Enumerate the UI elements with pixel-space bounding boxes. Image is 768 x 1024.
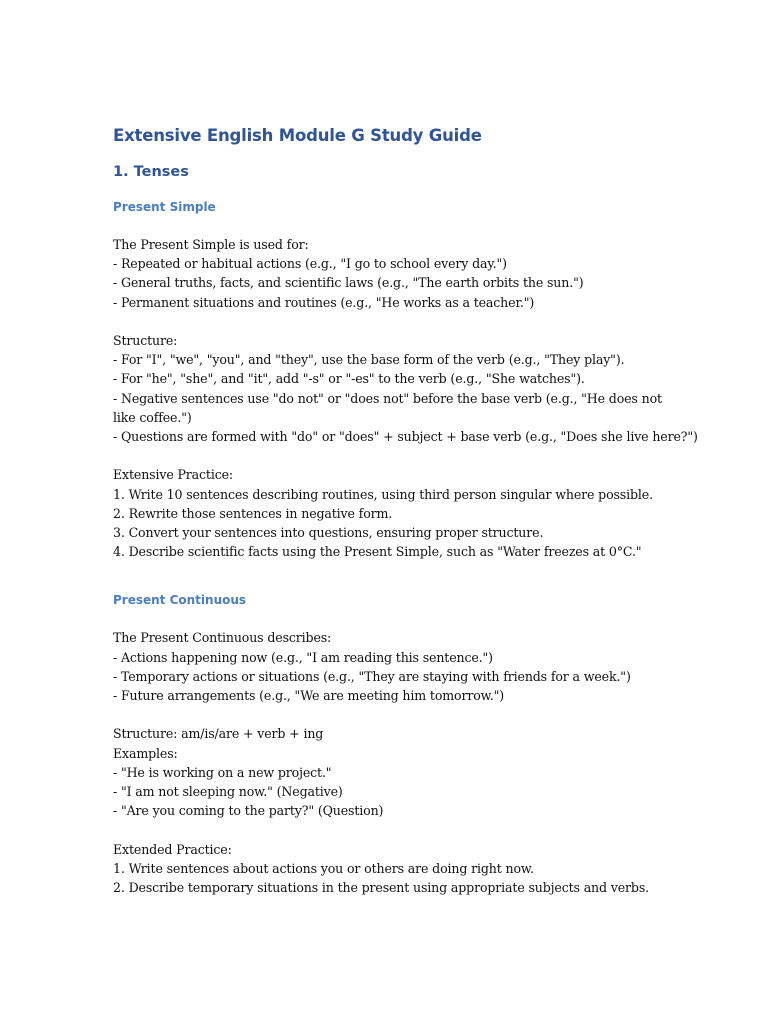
list-item: - "I am not sleeping now." (Negative) <box>113 784 343 800</box>
document-title: Extensive English Module G Study Guide <box>113 126 482 145</box>
list-item: - Repeated or habitual actions (e.g., "I go to school every day.") <box>113 256 507 272</box>
paragraph-line: Examples: <box>113 745 178 761</box>
list-item: - For "he", "she", and "it", add "-s" or "-es" to the verb (e.g., "She watches"). <box>113 371 585 387</box>
list-item: 1. Write sentences about actions you or others are doing right now. <box>113 860 534 876</box>
present-simple-practice <box>113 465 673 561</box>
document-content <box>113 124 698 897</box>
list-item: - Negative sentences use "do not" or "does not" before the base verb (e.g., "He does not like coffee.") <box>113 390 662 425</box>
present-continuous-practice <box>113 840 673 898</box>
list-item: 4. Describe scientific facts using the Present Simple, such as "Water freezes at 0°C." <box>113 544 642 560</box>
present-simple-usage <box>113 235 673 312</box>
subheading-present-simple: Present Simple <box>113 200 216 214</box>
paragraph-line: Structure: <box>113 333 178 348</box>
list-item: - General truths, facts, and scientific laws (e.g., "The earth orbits the sun.") <box>113 275 584 291</box>
list-item: - Future arrangements (e.g., "We are meeting him tomorrow.") <box>113 688 505 704</box>
present-simple-structure <box>113 331 698 446</box>
paragraph-line: Structure: am/is/are + verb + ing <box>113 726 324 742</box>
list-item: 3. Convert your sentences into questions, ensuring proper structure. <box>113 525 544 541</box>
paragraph-line: The Present Continuous describes: <box>113 630 332 646</box>
list-item: - Permanent situations and routines (e.g., "He works as a teacher.") <box>113 294 535 310</box>
list-item: - For "I", "we", "you", and "they", use the base form of the verb (e.g., "They play"). <box>113 352 625 368</box>
subheading-present-continuous: Present Continuous <box>113 593 247 608</box>
present-continuous-structure <box>113 724 673 820</box>
section-heading-tenses: 1. Tenses <box>113 164 189 180</box>
present-continuous-usage <box>113 628 673 705</box>
list-item: 1. Write 10 sentences describing routines, using third person singular where possible. <box>113 486 653 502</box>
paragraph-line: Extended Practice: <box>113 841 232 857</box>
list-item: - "Are you coming to the party?" (Question) <box>113 803 384 819</box>
list-item: - Questions are formed with "do" or "does" + subject + base verb (e.g., "Does she live here?") <box>113 429 698 445</box>
list-item: 2. Describe temporary situations in the present using appropriate subjects and verbs. <box>113 880 650 896</box>
list-item: - Temporary actions or situations (e.g., "They are staying with friends for a week.") <box>113 668 631 684</box>
paragraph-line: Extensive Practice: <box>113 467 234 483</box>
list-item: 2. Rewrite those sentences in negative form. <box>113 505 393 521</box>
paragraph-line: The Present Simple is used for: <box>113 237 309 252</box>
list-item: - Actions happening now (e.g., "I am reading this sentence.") <box>113 649 493 665</box>
list-item: - "He is working on a new project." <box>113 764 332 780</box>
